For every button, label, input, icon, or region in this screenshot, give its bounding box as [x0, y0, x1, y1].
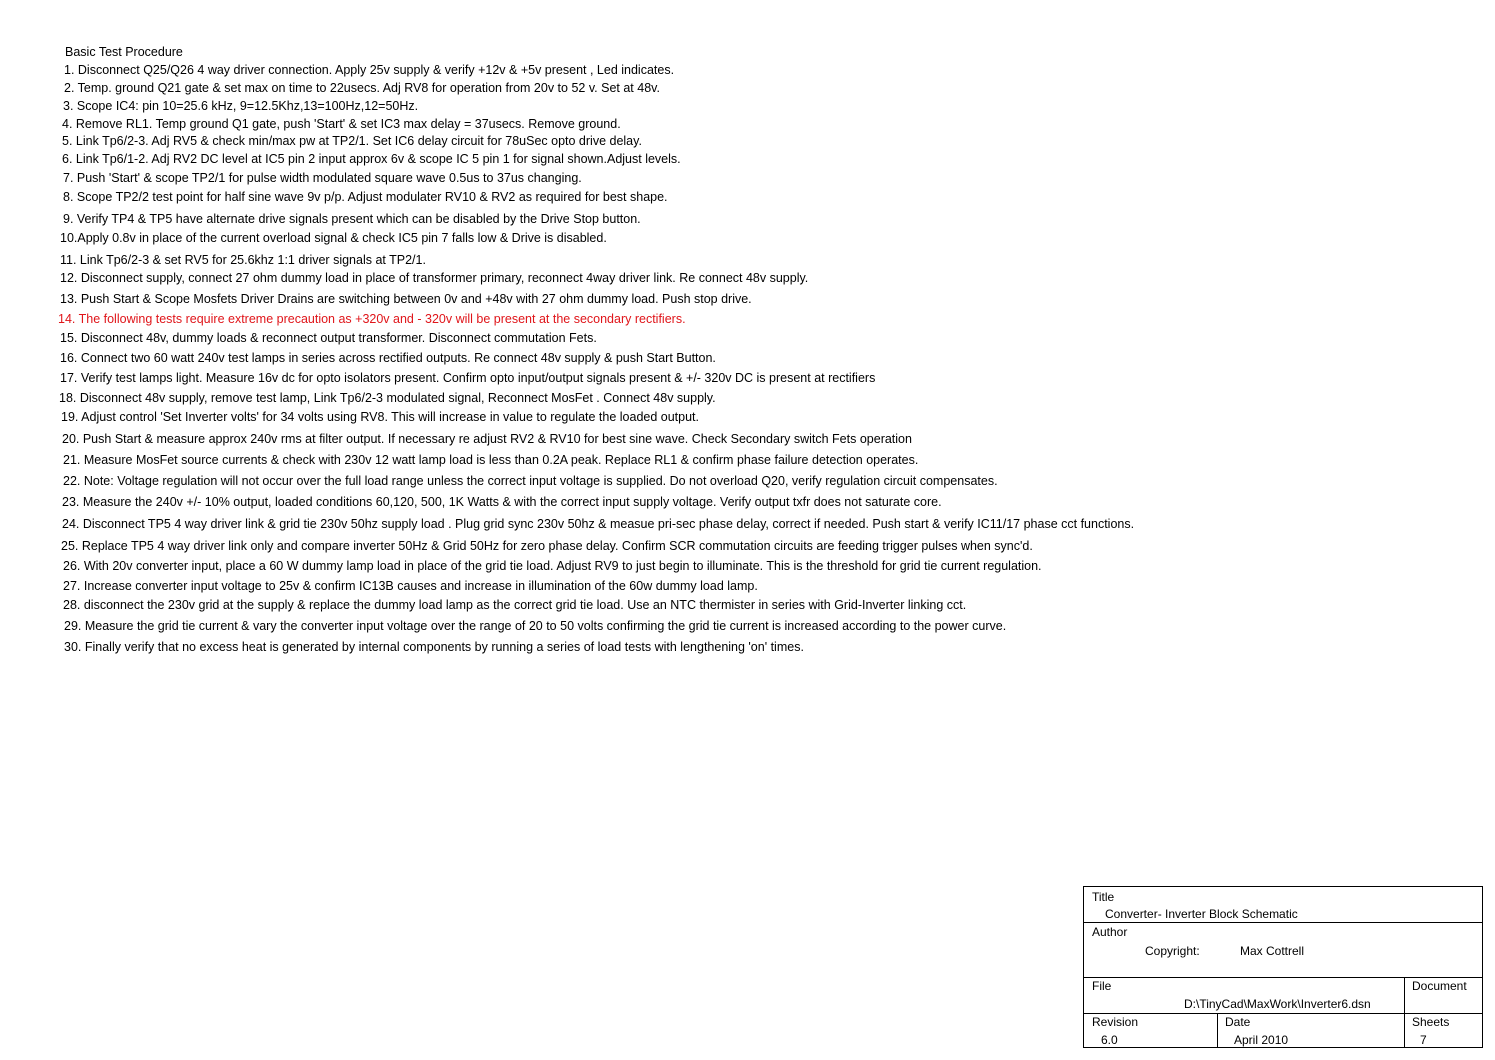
date-label: Date	[1225, 1015, 1251, 1029]
step-16: 16. Connect two 60 watt 240v test lamps in series across rectified outputs. Re connect 48v supply & push Start Button.	[60, 351, 716, 365]
step-11: 11. Link Tp6/2-3 & set RV5 for 25.6khz 1:1 driver signals at TP2/1.	[60, 253, 426, 267]
step-3: 3. Scope IC4: pin 10=25.6 kHz, 9=12.5Khz,13=100Hz,12=50Hz.	[63, 99, 419, 113]
step-8: 8. Scope TP2/2 test point for half sine wave 9v p/p. Adjust modulater RV10 & RV2 as required for best shape.	[63, 190, 668, 204]
step-28: 28. disconnect the 230v grid at the supply & replace the dummy load lamp as the correct grid tie load. Use an NTC thermister in series with Grid-Inverter linking cct.	[63, 598, 967, 612]
step-10: 10.Apply 0.8v in place of the current overload signal & check IC5 pin 7 falls low & Drive is disabled.	[60, 231, 607, 245]
sheets-label: Sheets	[1412, 1015, 1450, 1029]
step-1: 1. Disconnect Q25/Q26 4 way driver connection. Apply 25v supply & verify +12v & +5v present , Led indicates.	[64, 63, 675, 77]
step-25: 25. Replace TP5 4 way driver link only and compare inverter 50Hz & Grid 50Hz for zero phase delay. Confirm SCR commutation circuits are feeding trigger pulses when sync'd.	[61, 539, 1033, 553]
step-26: 26. With 20v converter input, place a 60 W dummy lamp load in place of the grid tie load. Adjust RV9 to just begin to illuminate. This is the threshold for grid tie current regulation.	[63, 559, 1042, 573]
step-12: 12. Disconnect supply, connect 27 ohm dummy load in place of transformer primary, reconnect 4way driver link. Re connect 48v supply.	[60, 271, 809, 285]
step-14-warning: 14. The following tests require extreme precaution as +320v and - 320v will be present at the secondary rectifiers.	[58, 312, 686, 326]
title-label: Title	[1092, 890, 1115, 904]
step-20: 20. Push Start & measure approx 240v rms at filter output. If necessary re adjust RV2 & RV10 for best sine wave. Check Secondary switch Fets operation	[62, 432, 912, 446]
title-block-divider	[1084, 922, 1482, 923]
step-27: 27. Increase converter input voltage to 25v & confirm IC13B causes and increase in illumination of the 60w dummy load lamp.	[63, 579, 758, 593]
title-block-divider	[1084, 977, 1482, 978]
step-4: 4. Remove RL1. Temp ground Q1 gate, push 'Start' & set IC3 max delay = 37usecs. Remove ground.	[62, 117, 621, 131]
sheets-value: 7	[1420, 1033, 1427, 1047]
title-value: Converter- Inverter Block Schematic	[1105, 907, 1298, 921]
step-19: 19. Adjust control 'Set Inverter volts' for 34 volts using RV8. This will increase in value to regulate the loaded output.	[61, 410, 700, 424]
step-29: 29. Measure the grid tie current & vary the converter input voltage over the range of 20 to 50 volts confirming the grid tie current is increased according to the power curve.	[64, 619, 1007, 633]
step-24: 24. Disconnect TP5 4 way driver link & grid tie 230v 50hz supply load . Plug grid sync 230v 50hz & measue pri-sec phase delay, correct if needed. Push start & verify IC11/17 phase cct functions.	[62, 517, 1135, 531]
step-6: 6. Link Tp6/1-2. Adj RV2 DC level at IC5 pin 2 input approx 6v & scope IC 5 pin 1 for signal shown.Adjust levels.	[62, 152, 681, 166]
step-23: 23. Measure the 240v +/- 10% output, loaded conditions 60,120, 500, 1K Watts & with the correct input supply voltage. Verify output txfr does not saturate core.	[62, 495, 942, 509]
step-18: 18. Disconnect 48v supply, remove test lamp, Link Tp6/2-3 modulated signal, Reconnect MosFet . Connect 48v supply.	[59, 391, 716, 405]
file-label: File	[1092, 979, 1112, 993]
title-block	[1083, 886, 1483, 1048]
author-value: Max Cottrell	[1240, 944, 1305, 958]
title-block-divider	[1217, 1013, 1218, 1047]
step-15: 15. Disconnect 48v, dummy loads & reconnect output transformer. Disconnect commutation Fets.	[60, 331, 597, 345]
copyright-label: Copyright:	[1145, 944, 1200, 958]
step-5: 5. Link Tp6/2-3. Adj RV5 & check min/max pw at TP2/1. Set IC6 delay circuit for 78uSec opto drive delay.	[62, 134, 642, 148]
step-13: 13. Push Start & Scope Mosfets Driver Drains are switching between 0v and +48v with 27 ohm dummy load. Push stop drive.	[60, 292, 752, 306]
author-label: Author	[1092, 925, 1128, 939]
step-21: 21. Measure MosFet source currents & check with 230v 12 watt lamp load is less than 0.2A peak. Replace RL1 & confirm phase failure detection operates.	[63, 453, 919, 467]
title-block-divider	[1404, 977, 1405, 1047]
step-22: 22. Note: Voltage regulation will not occur over the full load range unless the correct input voltage is supplied. Do not overload Q20, verify regulation circuit compensates.	[63, 474, 998, 488]
title-block-divider	[1084, 1013, 1482, 1014]
file-value: D:\TinyCad\MaxWork\Inverter6.dsn	[1184, 997, 1371, 1011]
revision-label: Revision	[1092, 1015, 1139, 1029]
step-17: 17. Verify test lamps light. Measure 16v dc for opto isolators present. Confirm opto input/output signals present & +/- 320v DC is present at rectifiers	[60, 371, 876, 385]
date-value: April 2010	[1234, 1033, 1289, 1047]
procedure-heading: Basic Test Procedure	[65, 45, 183, 59]
revision-value: 6.0	[1101, 1033, 1118, 1047]
step-2: 2. Temp. ground Q21 gate & set max on time to 22usecs. Adj RV8 for operation from 20v to 52 v. Set at 48v.	[64, 81, 660, 95]
step-9: 9. Verify TP4 & TP5 have alternate drive signals present which can be disabled by the Drive Stop button.	[63, 212, 641, 226]
step-30: 30. Finally verify that no excess heat is generated by internal components by running a series of load tests with lengthening 'on' times.	[64, 640, 804, 654]
step-7: 7. Push 'Start' & scope TP2/1 for pulse width modulated square wave 0.5us to 37us changing.	[63, 171, 582, 185]
document-label: Document	[1412, 979, 1467, 993]
